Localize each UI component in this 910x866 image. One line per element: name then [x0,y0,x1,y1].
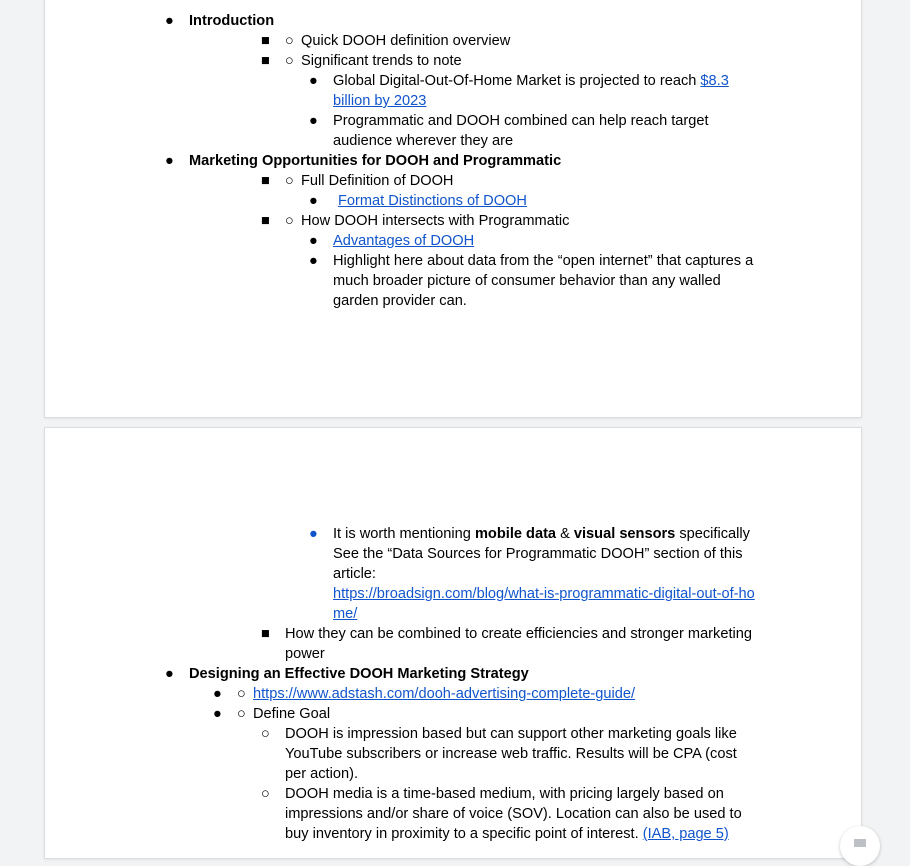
heading-marketing-opportunities[interactable]: Marketing Opportunities for DOOH and Programmatic [189,153,562,169]
bullet-circle: ○ [285,173,294,189]
bullet-disc: ● [309,73,318,89]
bullet-disc: ● [165,153,174,169]
worth-suffix: specifically [675,526,750,542]
item-define-goal[interactable]: Define Goal [253,706,331,722]
item-combined[interactable]: How they can be combined to create efficiencies and stronger marketing [285,626,752,642]
item-impression-based-cont-2[interactable]: per action). [285,766,359,782]
advantages-link[interactable]: Advantages of DOOH [333,233,475,249]
mobile-data-bold: mobile data [474,526,557,542]
bullet-disc: ● [213,706,222,722]
bullet-circle: ○ [237,706,246,722]
item-impression-based[interactable]: DOOH is impression based but can support other marketing goals like [285,726,737,742]
item-trends[interactable]: Significant trends to note [301,53,462,69]
format-distinctions-link[interactable]: Format Distinctions of DOOH [338,193,527,209]
ampersand: & [556,526,574,542]
market-link[interactable]: $8.3 [700,73,729,89]
item-time-based-medium-cont-2[interactable] [285,824,729,844]
item-impression-based-cont-1[interactable]: YouTube subscribers or increase web traffic. Results will be CPA (cost [285,746,737,762]
bullet-disc: ● [165,13,174,29]
item-full-definition[interactable]: Full Definition of DOOH [301,173,454,189]
worth-text: It is worth mentioning [333,526,475,542]
bullet-circle: ○ [285,53,294,69]
bullet-square: ■ [261,213,270,229]
document-page-1 [45,0,861,417]
heading-introduction[interactable]: Introduction [189,13,275,29]
bullet-disc: ● [213,686,222,702]
item-programmatic-combined[interactable]: Programmatic and DOOH combined can help reach target [333,113,709,129]
scroll-to-top-button[interactable] [840,826,880,866]
broadsign-link[interactable]: https://broadsign.com/blog/what-is-programmatic-digital-out-of-ho [333,586,755,602]
bullet-square: ■ [261,626,270,642]
bullet-disc: ● [309,193,318,209]
page-icon [854,839,866,847]
visual-sensors-bold: visual sensors [573,526,676,542]
iab-link[interactable]: (IAB, page 5) [642,826,729,842]
bullet-square: ■ [261,173,270,189]
item-highlight-cont-2[interactable]: garden provider can. [333,293,467,309]
bullet-circle: ○ [237,686,246,702]
bullet-disc: ● [309,113,318,129]
bullet-circle: ○ [261,726,270,742]
item-worth-mentioning[interactable] [333,524,750,544]
item-quick-definition[interactable]: Quick DOOH definition overview [301,33,511,49]
bullet-disc: ● [309,253,318,269]
market-link-continued[interactable]: billion by 2023 [333,93,427,109]
item-intersects[interactable]: How DOOH intersects with Programmatic [301,213,570,229]
adstash-link[interactable]: https://www.adstash.com/dooh-advertising-complete-guide/ [253,686,636,702]
item-highlight-cont-1[interactable]: much broader picture of consumer behavior than any walled [333,273,721,289]
bullet-circle: ○ [285,213,294,229]
bullet-circle: ○ [285,33,294,49]
item-market-projection[interactable] [333,71,729,91]
item-article[interactable]: article: [333,566,376,582]
broadsign-link-continued[interactable]: me/ [333,606,358,622]
item-highlight[interactable]: Highlight here about data from the “open internet” that captures a [333,253,754,269]
item-time-based-medium-cont-1[interactable]: impressions and/or share of voice (SOV). Location can also be used to [285,806,742,822]
bullet-disc: ● [165,666,174,682]
item-combined-cont[interactable]: power [285,646,325,662]
document-page-2 [45,428,861,858]
item-programmatic-combined-cont[interactable]: audience wherever they are [333,133,514,149]
media-text: buy inventory in proximity to a specific point of interest. [285,826,643,842]
bullet-square: ■ [261,33,270,49]
market-text: Global Digital-Out-Of-Home Market is projected to reach [333,73,701,89]
bullet-disc: ● [309,233,318,249]
bullet-square: ■ [261,53,270,69]
bullet-disc: ● [309,526,318,542]
bullet-circle: ○ [261,786,270,802]
item-time-based-medium[interactable]: DOOH media is a time-based medium, with pricing largely based on [285,786,724,802]
heading-designing-strategy[interactable]: Designing an Effective DOOH Marketing Strategy [189,666,529,682]
item-see-section[interactable]: See the “Data Sources for Programmatic DOOH” section of this [333,546,743,562]
